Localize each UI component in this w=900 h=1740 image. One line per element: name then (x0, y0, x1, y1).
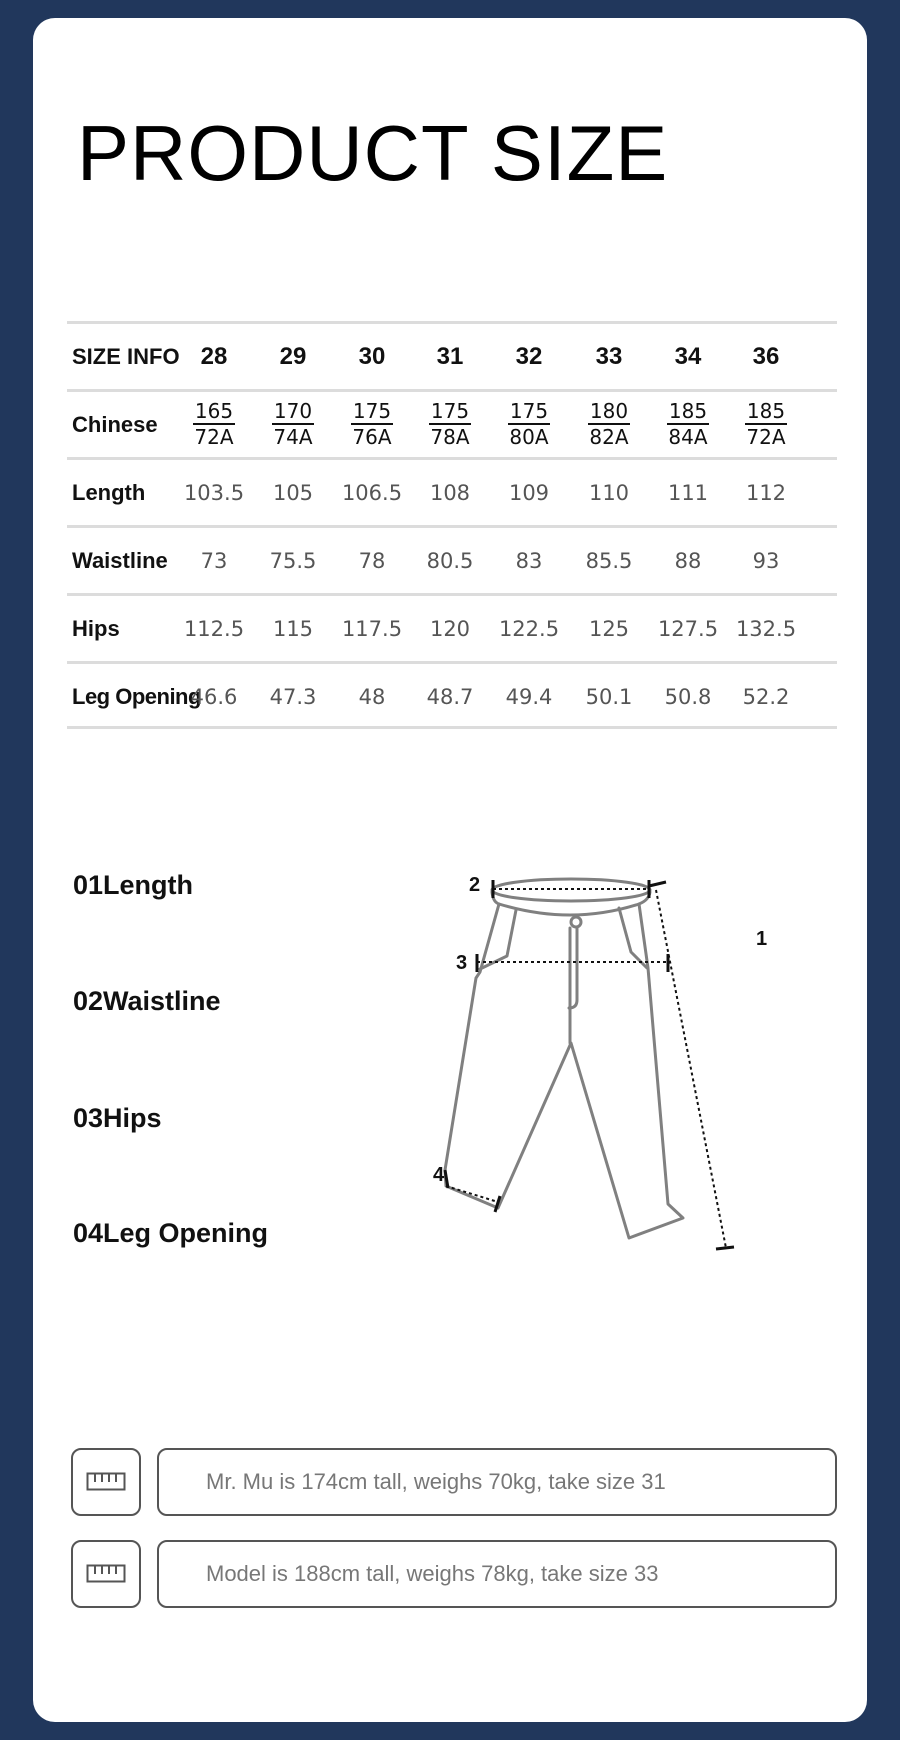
header-label: SIZE INFO (72, 343, 180, 369)
page-title: PRODUCT SIZE (77, 109, 669, 197)
size-header: 34 (674, 342, 702, 370)
table-cell: 109 (508, 480, 550, 505)
model-note (71, 1448, 836, 1516)
size-header: 28 (200, 342, 228, 370)
note-icon-box (71, 1448, 141, 1516)
table-row-length (67, 457, 837, 525)
table-cell: 117.5 (341, 616, 403, 641)
size-header: 33 (595, 342, 623, 370)
chinese-waist: 82A (589, 425, 629, 449)
table-cell: 46.6 (190, 684, 238, 709)
size-table (67, 321, 837, 729)
table-cell: 48.7 (426, 684, 474, 709)
size-header: 31 (436, 342, 464, 370)
table-cell: 75.5 (269, 548, 317, 573)
chinese-height: 185 (746, 399, 786, 423)
measurement-label-length: 01Length (73, 870, 194, 900)
table-cell: 120 (429, 616, 471, 641)
chinese-height: 175 (509, 399, 549, 423)
table-cell: 50.8 (664, 684, 712, 709)
chinese-height: 175 (352, 399, 392, 423)
table-row-leg-opening (67, 661, 837, 729)
length-tick-top (649, 882, 666, 886)
diagram-label-4: 4 (433, 1164, 445, 1186)
chinese-size-cell (494, 392, 564, 457)
table-cell: 52.2 (742, 684, 790, 709)
chinese-height: 175 (430, 399, 470, 423)
table-cell: 112 (745, 480, 787, 505)
button-icon (571, 917, 581, 927)
pants-outline (445, 904, 683, 1238)
table-cell: 47.3 (269, 684, 317, 709)
table-cell: 112.5 (183, 616, 245, 641)
chinese-waist: 84A (668, 425, 708, 449)
row-label: Leg Opening (72, 683, 201, 709)
row-label: Chinese (72, 411, 158, 437)
diagram-label-1: 1 (756, 928, 768, 950)
table-cell: 48 (358, 684, 386, 709)
chinese-size-cell (337, 392, 407, 457)
model-note-text: Mr. Mu is 174cm tall, weighs 70kg, take size 31 (157, 1448, 837, 1516)
table-cell: 110 (588, 480, 630, 505)
model-note-text: Model is 188cm tall, weighs 78kg, take size 33 (157, 1540, 837, 1608)
measurement-label-waistline: 02Waistline (73, 986, 221, 1016)
table-cell: 111 (667, 480, 709, 505)
size-header: 29 (279, 342, 307, 370)
ruler-icon (86, 1564, 126, 1584)
table-cell: 108 (429, 480, 471, 505)
row-label: Hips (72, 615, 120, 641)
chinese-size-cell (731, 392, 801, 457)
chinese-waist: 78A (430, 425, 470, 449)
size-header: 32 (515, 342, 543, 370)
row-label: Waistline (72, 547, 168, 573)
table-cell: 73 (200, 548, 228, 573)
table-row-chinese (67, 389, 837, 457)
size-card (33, 18, 867, 1722)
size-header: 36 (752, 342, 780, 370)
measurement-label-leg-opening: 04Leg Opening (73, 1218, 269, 1248)
table-cell: 103.5 (183, 480, 245, 505)
chinese-size-cell (258, 392, 328, 457)
chinese-waist: 76A (352, 425, 392, 449)
table-cell: 88 (674, 548, 702, 573)
table-cell: 80.5 (426, 548, 474, 573)
chinese-waist: 74A (273, 425, 313, 449)
size-header: 30 (358, 342, 386, 370)
table-cell: 83 (515, 548, 543, 573)
table-cell: 115 (272, 616, 314, 641)
chinese-size-cell (415, 392, 485, 457)
table-cell: 132.5 (735, 616, 797, 641)
table-cell: 85.5 (585, 548, 633, 573)
length-tick-bottom (716, 1247, 734, 1249)
measurement-label-hips: 03Hips (73, 1103, 162, 1133)
table-cell: 78 (358, 548, 386, 573)
leg-opening-measure-line (446, 1186, 498, 1202)
table-row-waistline (67, 525, 837, 593)
chinese-size-cell (653, 392, 723, 457)
chinese-waist: 80A (509, 425, 549, 449)
chinese-height: 185 (668, 399, 708, 423)
row-label: Length (72, 479, 146, 505)
diagram-label-3: 3 (456, 952, 468, 974)
left-pocket (480, 910, 516, 969)
model-note (71, 1540, 836, 1608)
table-cell: 93 (752, 548, 780, 573)
note-icon-box (71, 1540, 141, 1608)
chinese-height: 170 (273, 399, 313, 423)
chinese-waist: 72A (194, 425, 234, 449)
pants-diagram (433, 868, 843, 1288)
table-row-hips (67, 593, 837, 661)
table-cell: 105 (272, 480, 314, 505)
table-cell: 49.4 (505, 684, 553, 709)
table-cell: 122.5 (498, 616, 560, 641)
diagram-label-2: 2 (469, 874, 481, 896)
chinese-height: 180 (589, 399, 629, 423)
table-cell: 127.5 (657, 616, 719, 641)
table-cell: 106.5 (341, 480, 403, 505)
chinese-size-cell (574, 392, 644, 457)
table-header-row (67, 321, 837, 389)
table-cell: 125 (588, 616, 630, 641)
chinese-size-cell (179, 392, 249, 457)
ruler-icon (86, 1472, 126, 1492)
chinese-height: 165 (194, 399, 234, 423)
table-cell: 50.1 (585, 684, 633, 709)
chinese-waist: 72A (746, 425, 786, 449)
